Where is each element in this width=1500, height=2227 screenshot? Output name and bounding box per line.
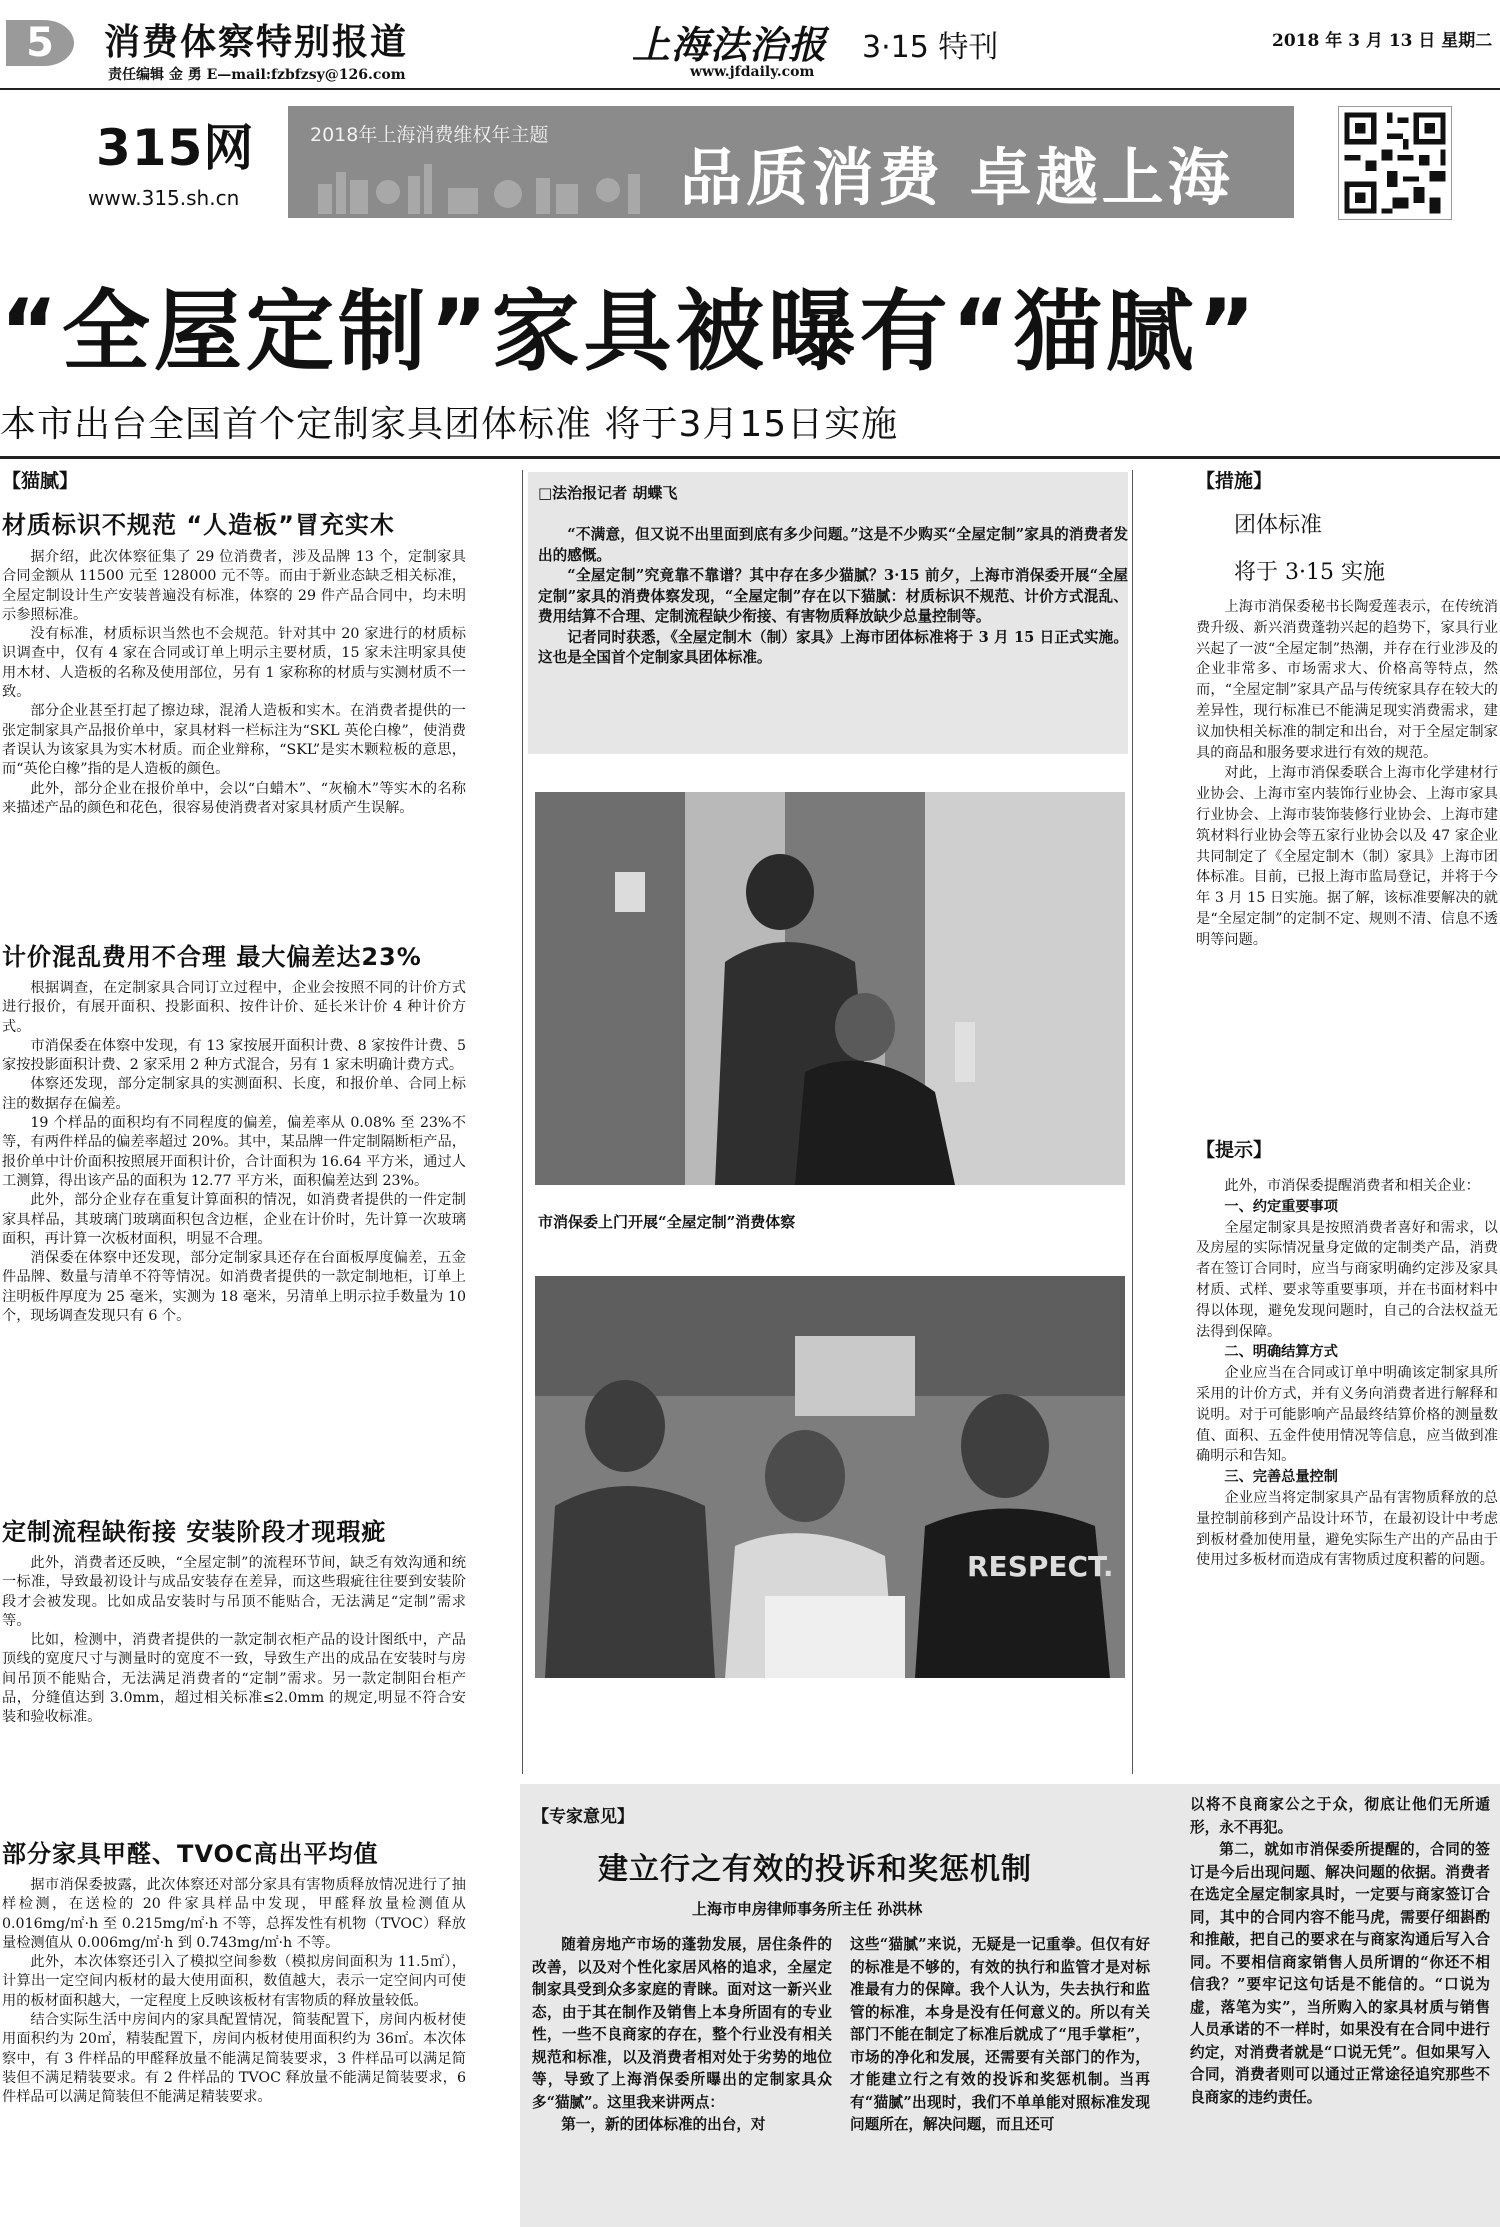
section-tag-measures: 【措施】 <box>1196 470 1273 492</box>
paragraph: 全屋定制家具是按照消费者喜好和需求，以及房屋的实际情况量身定做的定制类产品，消费者在签订合同时，应当与商家明确约定涉及家具材质、式样、要求等重要事项，并在书面材料中得以体现，避免发现问题时，自己的合法权益无法得到保障。 <box>1196 1219 1498 1340</box>
expert-column-2 <box>850 1934 1150 2137</box>
paragraph: 市消保委在体察中发现，有 13 家按展开面积计费、8 家按件计费、5 家按投影面积计费、2 家采用 2 种方式混合，另有 1 家未明确计费方式。 <box>2 1037 466 1074</box>
column-divider <box>522 470 523 1774</box>
paragraph: 根据调查，在定制家具合同订立过程中，企业会按照不同的计价方式进行报价，有展开面积、投影面积、按件计价、延长米计价 4 种计价方式。 <box>2 980 466 1035</box>
paper-name: 上海法治报 <box>632 22 828 67</box>
paragraph: 据市消保委披露，此次体察还对部分家具有害物质释放情况进行了抽样检测，在送检的 20 件家具样品中发现，甲醛释放量检测值从 0.016mg/㎡·h 至 0.215mg/㎡·h 不等，总挥发性有机物（TVOC）释放量检测值从 0.006mg/㎡·h 到 0.743mg/㎡·h 不等。 <box>2 1877 466 1951</box>
paragraph: 此外，部分企业在报价单中，会以“白蜡木”、“灰榆木”等实木的名称来描述产品的颜色和花色，很容易使消费者对家具材质产生误解。 <box>2 780 466 816</box>
paragraph: 此外，本次体察还引入了模拟空间参数（模拟房间面积为 11.5㎡），计算出一定空间内板材的最大使用面积，数值越大，表示一定空间内可使用的板材面积越大，一定程度上反映该板材有害物质的释放量较低。 <box>2 1954 466 2009</box>
tip-title: 一、约定重要事项 <box>1224 1198 1338 1215</box>
paper-website[interactable]: www.jfdaily.com <box>690 64 815 80</box>
issue-date: 2018 年 3 月 13 日 星期二 <box>1272 31 1493 51</box>
paragraph: 消保委在体察中还发现，部分定制家具还存在台面板厚度偏差，五金件品牌、数量与清单不符等情况。如消费者提供的一款定制地柜，订单上注明板件厚度为 25 毫米，实测为 18 毫米，另清单上明示拉手数量为 10 个，现场调查发现只有 6 个。 <box>2 1250 466 1325</box>
paragraph: 此外，消费者还反映，“全屋定制”的流程环节间，缺乏有效沟通和统一标准，导致最初设计与成品安装存在差异，而这些瑕疵往往要到安装阶段才会被发现。比如成品安装时与吊顶不能贴合，无法满足“定制”需求等。 <box>2 1555 466 1629</box>
expert-column-1 <box>532 1934 832 2137</box>
paragraph: 企业应当将定制家具产品有害物质释放的总量控制前移到产品设计环节，在最初设计中考虑到板材叠加使用量，避免实际生产出的产品由于使用过多板材而造成有害物质过度积蓄的问题。 <box>1196 1489 1498 1569</box>
section-heading-materials: 材质标识不规范 “人造板”冒充实木 <box>2 511 395 539</box>
tip-title: 三、完善总量控制 <box>1224 1469 1338 1486</box>
section-title: 消费体察特别报道 <box>104 22 409 63</box>
brand-logo: 315网 <box>96 119 255 177</box>
paragraph: 对此，上海市消保委联合上海市化学建材行业协会、上海市室内装饰行业协会、上海市家具行业协会、上海市装饰装修行业协会、上海市建筑材料行业协会等五家行业协会以及 47 家企业共同制定了《全屋定制木（制）家具》上海市团体标准。目前，已报上海市监局登记，并将于今年 3 月 15 日实施。据了解，该标准要解决的就是“全屋定制”的定制不定、规则不清、信息不透明等问题。 <box>1196 765 1498 948</box>
inspection-photo-2 <box>535 1276 1125 1678</box>
lead-paragraphs <box>538 525 1128 669</box>
section-heading-formaldehyde: 部分家具甲醛、TVOC高出平均值 <box>2 1840 379 1868</box>
city-skyline-icon <box>308 154 668 214</box>
headline-rule <box>0 456 1500 459</box>
expert-tag: 【专家意见】 <box>532 1807 634 1827</box>
paragraph: 没有标准，材质标识当然也不会规范。针对其中 20 家进行的材质标识调查中，仅有 4 家在合同或订单上明示主要材质，15 家未注明家具使用木材、人造板的名称及使用部位，另有 1 家称称的材质与实测材质不一致。 <box>2 626 466 701</box>
paragraph: 此外，部分企业存在重复计算面积的情况，如消费者提供的一件定制家具样品，其玻璃门玻璃面积包含边框，企业在计价时，先计算一次玻璃面积，再计算一次板材面积，明显不合理。 <box>2 1192 466 1247</box>
paragraph: “全屋定制”究竟靠不靠谱？其中存在多少猫腻？3·15 前夕，上海市消保委开展“全屋定制”家具的消费体察发现，“全屋定制”存在以下猫腻：材质标识不规范、计价方式混乱、费用结算不合理、定制流程缺少衔接、有害物质释放缺少总量控制等。 <box>538 567 1128 625</box>
column-divider <box>1132 470 1133 1774</box>
section-heading-process: 定制流程缺衔接 安装阶段才现瑕疵 <box>2 1518 387 1546</box>
tip-title: 二、明确结算方式 <box>1224 1344 1338 1361</box>
paragraph: 19 个样品的面积均有不同程度的偏差，偏差率从 0.08% 至 23%不等，有两件样品的偏差率超过 20%。其中，某品牌一件定制隔断柜产品，报价单中计价面积按照展开面积计价，合计面积为 16.64 平方米，通过人工测算，得出该产品的面积为 12.77 平方米，面积偏差达到 23%。 <box>2 1115 466 1189</box>
measures-heading-2: 将于 3·15 实施 <box>1234 560 1385 585</box>
byline: □法治报记者 胡蝶飞 <box>538 484 678 502</box>
paragraph: 第一，新的团体标准的出台，对 <box>561 2116 766 2133</box>
expert-opinion-box <box>520 1784 1500 2227</box>
article-body-formaldehyde <box>2 1876 466 2108</box>
paragraph: “不满意，但又说不出里面到底有多少问题。”这是不少购买“全屋定制”家具的消费者发出的感慨。 <box>538 526 1128 564</box>
expert-author: 上海市申房律师事务所主任 孙洪林 <box>692 1900 923 1918</box>
brand-url[interactable]: www.315.sh.cn <box>88 186 240 210</box>
paragraph: 随着房地产市场的蓬勃发展，居住条件的改善，以及对个性化家居风格的追求，全屋定制家具受到众多家庭的青睐。面对这一新兴业态，由于其在制作及销售上本身所固有的专业性，一些不良商家的存在，整个行业没有相关规范和标准，以及消费者相对处于劣势的地位等，导致了上海消保委所曝出的定制家具众多“猫腻”。这里我来讲两点： <box>532 1936 832 2111</box>
measures-body <box>1196 597 1498 951</box>
banner-slogan: 品质消费 卓越上海 <box>680 141 1234 214</box>
page-subheadline: 本市出台全国首个定制家具团体标准 将于3月15日实施 <box>0 404 899 445</box>
paragraph: 比如，检测中，消费者提供的一款定制衣柜产品的设计图纸中，产品顶线的宽度尺寸与测量时的宽度不一致，导致生产出的成品在安装时与房间吊顶不能贴合，无法满足消费者的“定制”需求。另一款定制阳台柜产品，分缝值达到 3.0mm，超过相关标准≤2.0mm 的规定,明显不符合安装和验收标准。 <box>2 1632 466 1726</box>
theme-banner <box>288 106 1294 218</box>
masthead-rule <box>0 88 1500 90</box>
paragraph: 这些“猫腻”来说，无疑是一记重拳。但仅有好的标准是不够的，有效的执行和监管才是对标准最有力的保障。我个人认为，失去执行和监管的标准，本身是没有任何意义的。所以有关部门不能在制定了标准后就成了“甩手掌柜”，市场的净化和发展，还需要有关部门的作为，才能建立行之有效的投诉和奖惩机制。当再有“猫腻”出现时，我们不单单能对照标准发现问题所在，解决问题，而且还可 <box>850 1936 1150 2133</box>
banner-subtitle: 2018年上海消费维权年主题 <box>310 124 549 146</box>
paragraph: 记者同时获悉，《全屋定制木（制）家具》上海市团体标准将于 3 月 15 日正式实施。这也是全国首个定制家具团体标准。 <box>538 628 1128 666</box>
section-heading-pricing: 计价混乱费用不合理 最大偏差达23% <box>2 943 422 971</box>
page-number: 5 <box>6 20 74 66</box>
section-tag-tips: 【提示】 <box>1196 1139 1273 1161</box>
paragraph: 结合实际生活中房间内的家具配置情况，简装配置下，房间内板材使用面积约为 20㎡，精装配置下，房间内板材使用面积约为 36㎡。本次体察中，有 3 件样品的甲醛释放量不能满足简装要求，3 件样品可以满足简装但不满足精装要求。有 2 件样品的 TVOC 释放量不能满足简装要求，6 件样品可以满足简装但不能满足精装要求。 <box>2 2012 466 2106</box>
section-tag-tricks: 【猫腻】 <box>2 470 79 492</box>
paragraph: 第二，就如市消保委所提醒的，合同的签订是今后出现问题、解决问题的依据。消费者在选定全屋定制家具时，一定要与商家签订合同，其中的合同内容不能马虎，需要仔细斟酌和推敲，把自己的要求在与商家沟通后写入合同。不要相信商家销售人员所谓的“你还不相信我？”要牢记这句话是不能信的。“口说为虚，落笔为实”，当所购入的家具材质与销售人员承诺的不一样时，如果没有在合同中进行约定，对消费者就是“口说无凭”。但如果写入合同，消费者则可以通过正常途径追究那些不良商家的违约责任。 <box>1190 1841 1490 2106</box>
expert-column-3 <box>1190 1794 1490 2109</box>
article-body-process <box>2 1554 466 1728</box>
paragraph: 上海市消保委秘书长陶爱莲表示，在传统消费升级、新兴消费蓬勃兴起的趋势下，家具行业兴起了一波“全屋定制”热潮，并存在行业涉及的企业非常多、市场需求大、价格高等特点，然而，“全屋定制”家具产品与传统家具存在较大的差异性，现行标准已不能满足现实消费需求，建议加快相关标准的制定和出台，对于全屋定制家具的商品和服务要求进行有效的规范。 <box>1196 599 1498 761</box>
paragraph: 部分企业甚至打起了擦边球，混淆人造板和实木。在消费者提供的一张定制家具产品报价单中，家具材料一栏标注为“SKL 英伦白橡”，使消费者误认为该家具为实木材质。而企业辩称，“SKL”是实木颗粒板的意思，而“英伦白橡”指的是人造板的颜色。 <box>2 703 466 778</box>
paragraph: 以将不良商家公之于众，彻底让他们无所遁形，永不再犯。 <box>1190 1796 1490 1836</box>
article-body-pricing <box>2 979 466 1326</box>
photo-caption: 市消保委上门开展“全屋定制”消费体察 <box>538 1213 796 1231</box>
paragraph: 据介绍，此次体察征集了 29 位消费者，涉及品牌 13 个，定制家具合同金额从 11500 元至 128000 元不等。而由于新业态缺乏相关标准，全屋定制设计生产安装普遍没有标准，体察的 29 件产品合同中，均未明示参照标准。 <box>2 549 466 623</box>
shirt-print: RESPECT. <box>967 1550 1114 1583</box>
inspection-photo-1 <box>535 792 1125 1185</box>
editor-credits: 责任编辑 金 勇 E—mail:fzbfzsy@126.com <box>108 67 406 83</box>
measures-heading-1: 团体标准 <box>1234 513 1323 538</box>
article-body-materials <box>2 548 466 818</box>
tips-body <box>1196 1176 1498 1571</box>
paragraph: 此外，市消保委提醒消费者和相关企业： <box>1224 1178 1480 1194</box>
paragraph: 企业应当在合同或订单中明确该定制家具所采用的计价方式，并有义务向消费者进行解释和说明。对于可能影响产品最终结算价格的测量数值、面积、五金件使用情况等信息，应当做到准确明示和告知。 <box>1196 1365 1498 1465</box>
qr-code-icon[interactable] <box>1338 106 1452 220</box>
expert-title: 建立行之有效的投诉和奖惩机制 <box>598 1852 1032 1887</box>
page-headline: “全屋定制”家具被曝有“猫腻” <box>0 280 1260 383</box>
paragraph: 体察还发现，部分定制家具的实测面积、长度，和报价单、合同上标注的数据存在偏差。 <box>2 1076 466 1112</box>
special-edition: 3·15 特刊 <box>862 30 999 65</box>
